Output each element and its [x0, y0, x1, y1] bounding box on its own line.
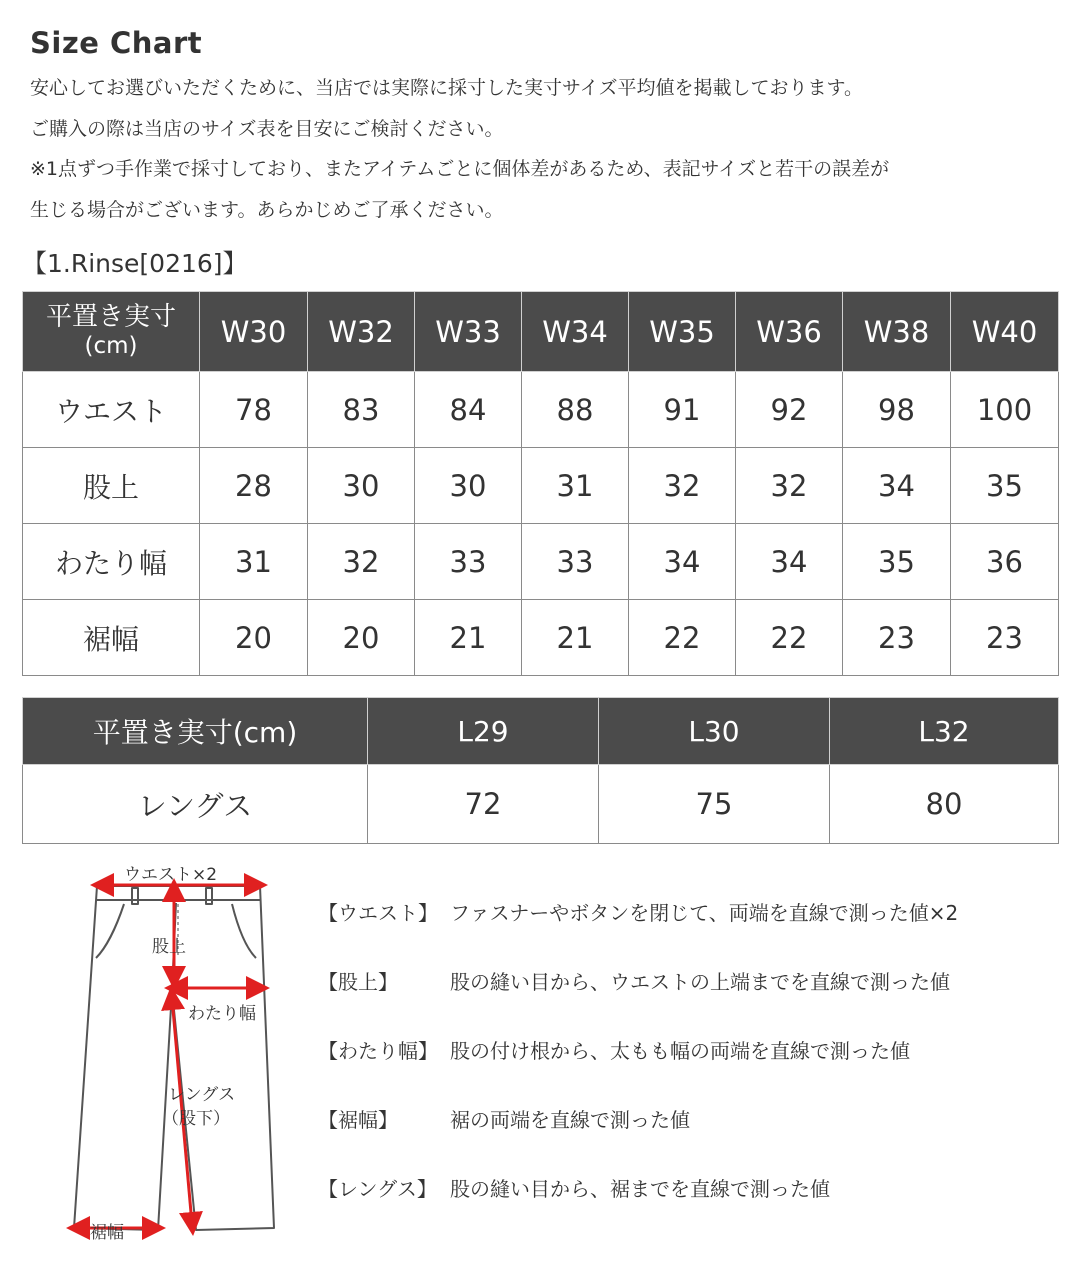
definition-term: 【裾幅】: [318, 1108, 398, 1132]
table-cell: 84: [415, 372, 522, 448]
column-header-l29: L29: [368, 698, 599, 765]
header-unit: (cm): [84, 332, 138, 359]
table-cell: 32: [308, 524, 415, 600]
table-cell: 28: [200, 448, 308, 524]
column-header-w30: W30: [200, 292, 308, 372]
column-header-w32: W32: [308, 292, 415, 372]
table-cell: 21: [522, 600, 629, 676]
row-label-waist: ウエスト: [23, 372, 200, 448]
table-cell: 80: [830, 765, 1059, 844]
intro-line: 安心してお選びいただくために、当店では実際に採寸した実寸サイズ平均値を掲載しております。: [30, 77, 863, 99]
table-cell: 98: [843, 372, 951, 448]
definition-term: 【わたり幅】: [318, 1039, 438, 1063]
header-main: 平置き実寸: [45, 301, 176, 332]
table-cell: 88: [522, 372, 629, 448]
table-cell: 23: [951, 600, 1059, 676]
table-cell: 22: [736, 600, 843, 676]
table-cell: 35: [951, 448, 1059, 524]
definition-term: 【股上】: [318, 970, 398, 994]
table-cell: 33: [415, 524, 522, 600]
definition-desc: 裾の両端を直線で測った値: [450, 1108, 690, 1132]
table-cell: 31: [200, 524, 308, 600]
pants-measurement-diagram: [60, 858, 310, 1248]
table-row-waist: [23, 372, 1059, 448]
intro-line: ※1点ずつ手作業で採寸しており、またアイテムごとに個体差があるため、表記サイズと若干の誤差が: [30, 158, 890, 180]
row-label-hem: 裾幅: [23, 600, 200, 676]
table-row-rise: [23, 448, 1059, 524]
intro-line: 生じる場合がございます。あらかじめご了承ください。: [30, 198, 504, 221]
row-label-thigh: わたり幅: [23, 524, 200, 600]
diagram-label-length: レングス: [168, 1085, 236, 1105]
definition-term: 【レングス】: [318, 1177, 437, 1201]
table-cell: 22: [629, 600, 736, 676]
column-header-w36: W36: [736, 292, 843, 372]
column-header-w34: W34: [522, 292, 629, 372]
table-cell: 30: [308, 448, 415, 524]
column-header-l30: L30: [599, 698, 830, 765]
table-cell: 34: [629, 524, 736, 600]
size-table-corner-header: [23, 292, 200, 372]
row-label-rise: 股上: [23, 448, 200, 524]
column-header-w40: W40: [951, 292, 1059, 372]
waist-size-table: [22, 291, 1059, 676]
diagram-label-hem: 裾幅: [90, 1223, 124, 1243]
table-cell: 35: [843, 524, 951, 600]
column-header-l32: L32: [830, 698, 1059, 765]
row-label-length: レングス: [23, 765, 368, 844]
diagram-label-thigh: わたり幅: [188, 1004, 256, 1024]
definition-desc: ファスナーやボタンを閉じて、両端を直線で測った値×2: [450, 901, 959, 925]
table-cell: 92: [736, 372, 843, 448]
table-cell: 20: [200, 600, 308, 676]
table-cell: 21: [415, 600, 522, 676]
table-cell: 33: [522, 524, 629, 600]
table-row-hem: [23, 600, 1059, 676]
table-cell: 20: [308, 600, 415, 676]
table-cell: 31: [522, 448, 629, 524]
column-header-w35: W35: [629, 292, 736, 372]
intro-line: ご購入の際は当店のサイズ表を目安にご検討ください。: [30, 117, 504, 140]
table-cell: 72: [368, 765, 599, 844]
table-cell: 32: [629, 448, 736, 524]
table-cell: 83: [308, 372, 415, 448]
column-header-w38: W38: [843, 292, 951, 372]
table-cell: 34: [736, 524, 843, 600]
definition-term: 【ウエスト】: [318, 901, 438, 925]
table-row-thigh: [23, 524, 1059, 600]
intro-text: [30, 68, 1060, 230]
table-cell: 30: [415, 448, 522, 524]
page-title: Size Chart: [30, 26, 203, 60]
table-cell: 23: [843, 600, 951, 676]
product-variant-label: 【1.Rinse[0216]】: [22, 249, 248, 278]
length-table-header-row: [23, 698, 1059, 765]
length-table-corner-header: 平置き実寸(cm): [23, 698, 368, 765]
table-cell: 91: [629, 372, 736, 448]
table-cell: 100: [951, 372, 1059, 448]
diagram-label-rise: 股上: [152, 937, 186, 957]
diagram-label-inseam: （股下）: [162, 1109, 230, 1129]
table-row-length: [23, 765, 1059, 844]
table-cell: 34: [843, 448, 951, 524]
table-cell: 32: [736, 448, 843, 524]
size-table-header-row: [23, 292, 1059, 372]
definition-desc: 股の縫い目から、ウエストの上端までを直線で測った値: [450, 970, 950, 994]
table-cell: 75: [599, 765, 830, 844]
diagram-label-waist: ウエスト×2: [124, 865, 218, 885]
column-header-w33: W33: [415, 292, 522, 372]
length-size-table: [22, 697, 1059, 844]
pants-outline-icon: [60, 858, 310, 1248]
definition-desc: 股の縫い目から、裾までを直線で測った値: [450, 1177, 830, 1201]
table-cell: 36: [951, 524, 1059, 600]
definition-desc: 股の付け根から、太もも幅の両端を直線で測った値: [450, 1039, 910, 1063]
table-cell: 78: [200, 372, 308, 448]
